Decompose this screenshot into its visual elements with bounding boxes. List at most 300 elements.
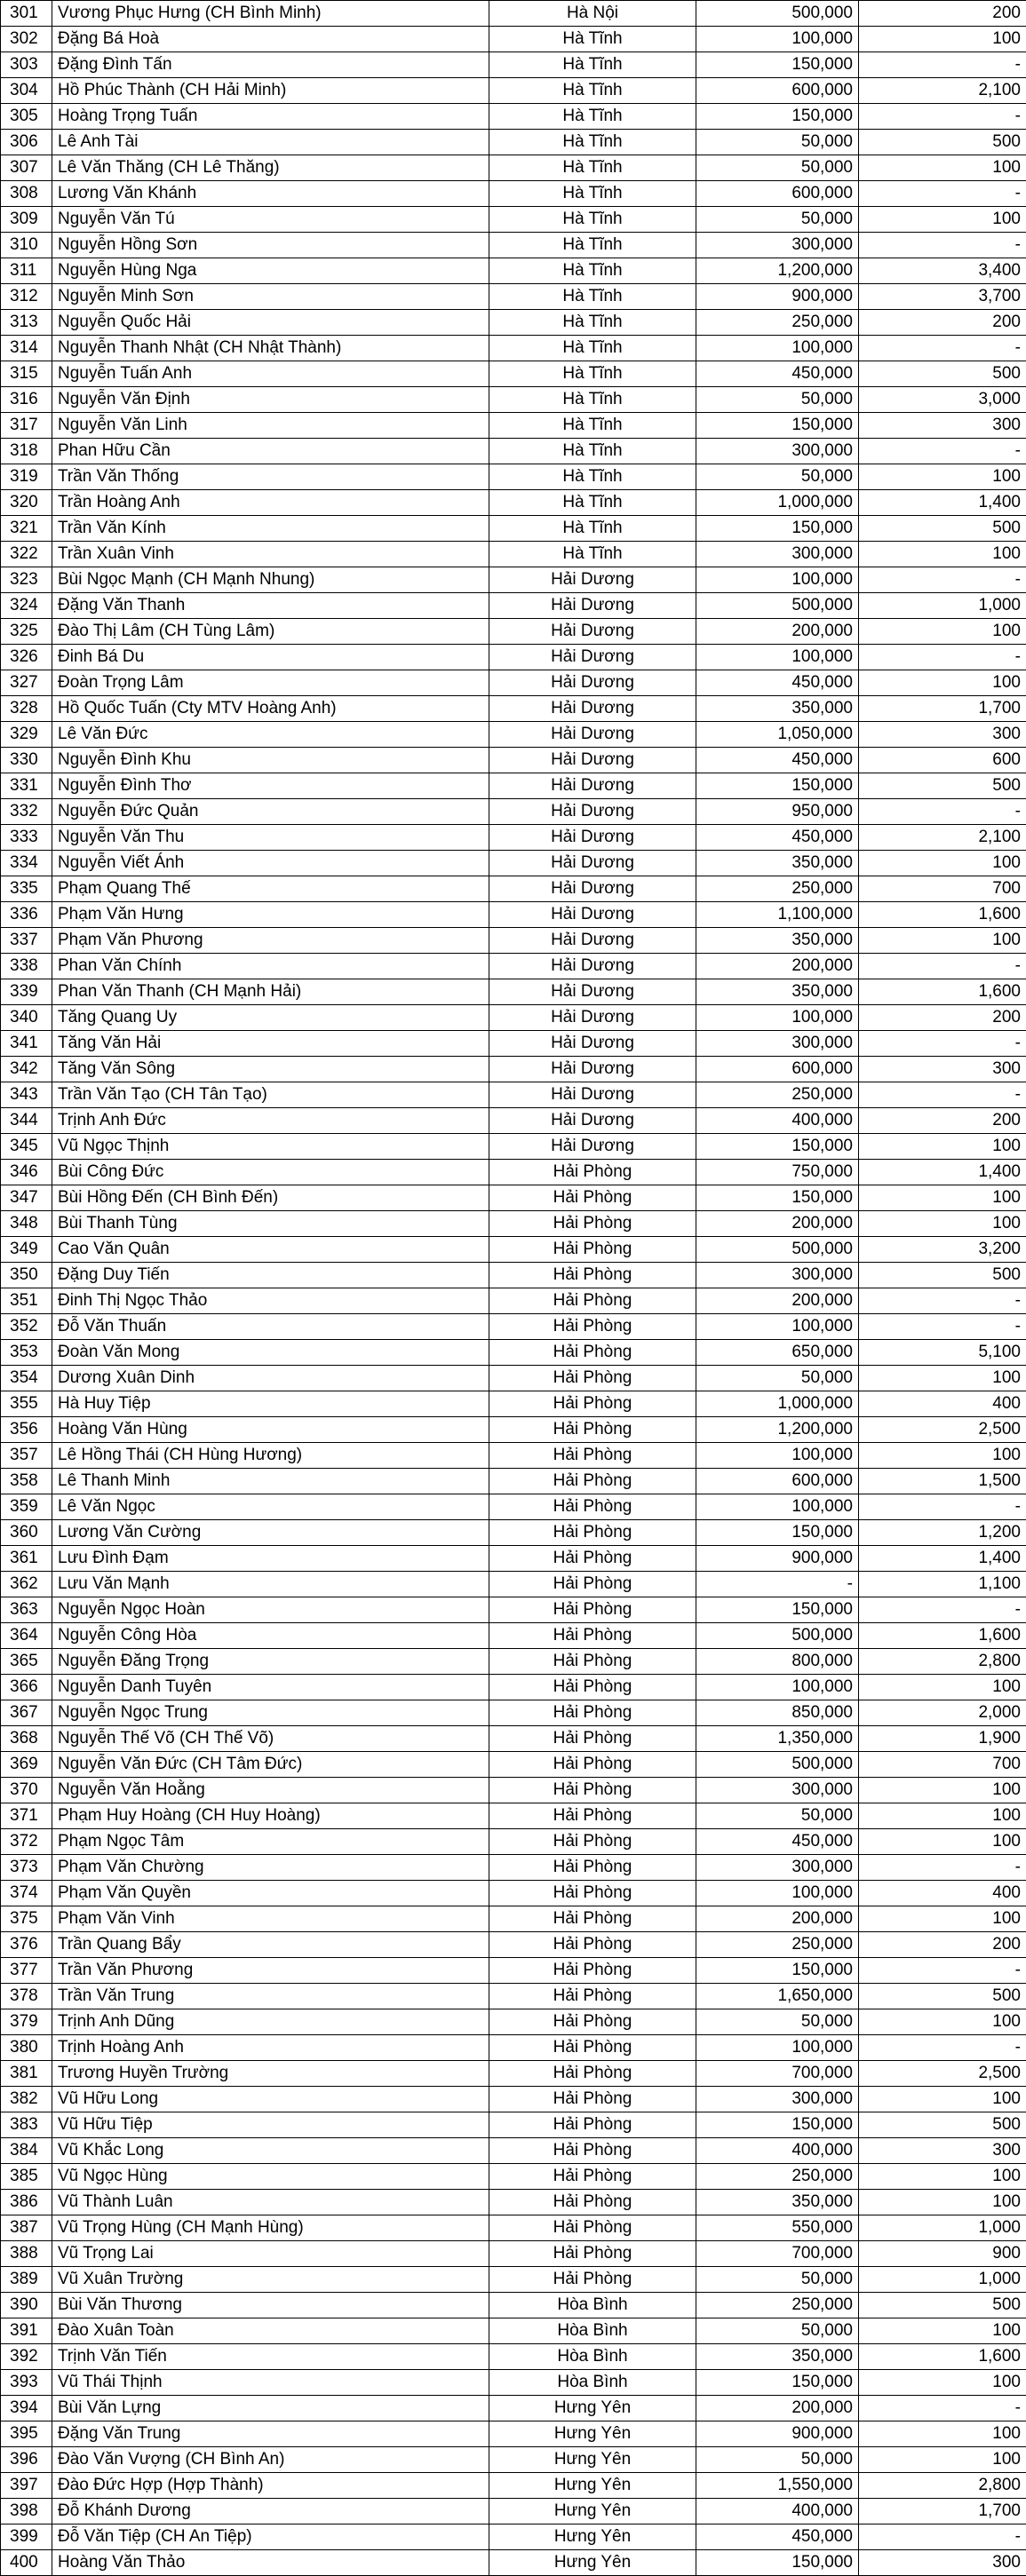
table-row xyxy=(1,2009,1026,2035)
name-cell: Trần Văn Tạo (CH Tân Tạo) xyxy=(52,1082,489,1108)
amount-cell: 50,000 xyxy=(696,1803,859,1829)
quantity-cell: 1,600 xyxy=(859,902,1026,928)
row-number-cell: 321 xyxy=(1,516,52,542)
province-cell: Hải Dương xyxy=(489,748,696,773)
province-cell: Hải Phòng xyxy=(489,1391,696,1417)
amount-cell: 700,000 xyxy=(696,2241,859,2267)
table-row xyxy=(1,181,1026,207)
table-row xyxy=(1,1314,1026,1340)
name-cell: Vũ Hữu Tiệp xyxy=(52,2112,489,2138)
name-cell: Vũ Ngọc Hùng xyxy=(52,2164,489,2190)
amount-cell: 100,000 xyxy=(696,1881,859,1906)
name-cell: Nguyễn Viết Ánh xyxy=(52,851,489,876)
name-cell: Trần Văn Phương xyxy=(52,1958,489,1984)
province-cell: Hưng Yên xyxy=(489,2499,696,2524)
amount-cell: 300,000 xyxy=(696,1855,859,1881)
quantity-cell: - xyxy=(859,799,1026,825)
province-cell: Hải Phòng xyxy=(489,1675,696,1700)
row-number-cell: 390 xyxy=(1,2293,52,2318)
name-cell: Lê Văn Thăng (CH Lê Thăng) xyxy=(52,155,489,181)
name-cell: Bùi Văn Lựng xyxy=(52,2396,489,2421)
province-cell: Hải Phòng xyxy=(489,1494,696,1520)
quantity-cell: 500 xyxy=(859,130,1026,155)
amount-cell: 300,000 xyxy=(696,2087,859,2112)
province-cell: Hải Phòng xyxy=(489,2112,696,2138)
amount-cell: 50,000 xyxy=(696,2447,859,2473)
province-cell: Hải Dương xyxy=(489,1057,696,1082)
amount-cell: 200,000 xyxy=(696,1288,859,1314)
province-cell: Hải Phòng xyxy=(489,1211,696,1237)
amount-cell: 750,000 xyxy=(696,1160,859,1185)
province-cell: Hải Phòng xyxy=(489,1160,696,1185)
row-number-cell: 323 xyxy=(1,567,52,593)
row-number-cell: 399 xyxy=(1,2524,52,2550)
table-row xyxy=(1,1597,1026,1623)
name-cell: Vũ Ngọc Thịnh xyxy=(52,1134,489,1160)
row-number-cell: 313 xyxy=(1,310,52,336)
amount-cell: 800,000 xyxy=(696,1649,859,1675)
amount-cell: 350,000 xyxy=(696,2344,859,2370)
name-cell: Lê Văn Ngọc xyxy=(52,1494,489,1520)
table-row xyxy=(1,1160,1026,1185)
amount-cell: 150,000 xyxy=(696,2370,859,2396)
name-cell: Phan Hữu Cần xyxy=(52,439,489,464)
quantity-cell: 100 xyxy=(859,1443,1026,1469)
amount-cell: 550,000 xyxy=(696,2215,859,2241)
province-cell: Hải Dương xyxy=(489,670,696,696)
province-cell: Hải Phòng xyxy=(489,2215,696,2241)
quantity-cell: 500 xyxy=(859,2293,1026,2318)
row-number-cell: 334 xyxy=(1,851,52,876)
amount-cell: 450,000 xyxy=(696,1829,859,1855)
quantity-cell: 100 xyxy=(859,2421,1026,2447)
name-cell: Đào Xuân Toàn xyxy=(52,2318,489,2344)
quantity-cell: 300 xyxy=(859,1057,1026,1082)
quantity-cell: 3,400 xyxy=(859,258,1026,284)
quantity-cell: 1,600 xyxy=(859,2344,1026,2370)
row-number-cell: 375 xyxy=(1,1906,52,1932)
amount-cell: 100,000 xyxy=(696,567,859,593)
amount-cell: 100,000 xyxy=(696,1443,859,1469)
quantity-cell: 400 xyxy=(859,1881,1026,1906)
name-cell: Trần Quang Bẩy xyxy=(52,1932,489,1958)
table-row xyxy=(1,207,1026,233)
amount-cell: 950,000 xyxy=(696,799,859,825)
amount-cell: 600,000 xyxy=(696,78,859,104)
row-number-cell: 302 xyxy=(1,27,52,52)
row-number-cell: 343 xyxy=(1,1082,52,1108)
province-cell: Hà Tĩnh xyxy=(489,78,696,104)
quantity-cell: 100 xyxy=(859,1778,1026,1803)
table-row xyxy=(1,516,1026,542)
name-cell: Trịnh Hoàng Anh xyxy=(52,2035,489,2061)
row-number-cell: 365 xyxy=(1,1649,52,1675)
row-number-cell: 339 xyxy=(1,979,52,1005)
name-cell: Hoàng Văn Thảo xyxy=(52,2550,489,2576)
table-row xyxy=(1,258,1026,284)
province-cell: Hà Tĩnh xyxy=(489,207,696,233)
province-cell: Hải Phòng xyxy=(489,1597,696,1623)
quantity-cell: 3,000 xyxy=(859,387,1026,413)
quantity-cell: 1,400 xyxy=(859,1546,1026,1572)
name-cell: Trịnh Anh Dũng xyxy=(52,2009,489,2035)
province-cell: Hải Dương xyxy=(489,645,696,670)
table-row xyxy=(1,1031,1026,1057)
table-row xyxy=(1,387,1026,413)
row-number-cell: 319 xyxy=(1,464,52,490)
quantity-cell: - xyxy=(859,645,1026,670)
quantity-cell: 100 xyxy=(859,851,1026,876)
name-cell: Hoàng Trọng Tuấn xyxy=(52,104,489,130)
amount-cell: 700,000 xyxy=(696,2061,859,2087)
row-number-cell: 320 xyxy=(1,490,52,516)
name-cell: Đặng Văn Thanh xyxy=(52,593,489,619)
table-row xyxy=(1,696,1026,722)
row-number-cell: 360 xyxy=(1,1520,52,1546)
row-number-cell: 373 xyxy=(1,1855,52,1881)
amount-cell: 450,000 xyxy=(696,2524,859,2550)
province-cell: Hà Nội xyxy=(489,1,696,27)
province-cell: Hà Tĩnh xyxy=(489,439,696,464)
amount-cell: 200,000 xyxy=(696,619,859,645)
quantity-cell: 200 xyxy=(859,1932,1026,1958)
quantity-cell: 2,500 xyxy=(859,2061,1026,2087)
row-number-cell: 356 xyxy=(1,1417,52,1443)
row-number-cell: 386 xyxy=(1,2190,52,2215)
name-cell: Đào Đức Hợp (Hợp Thành) xyxy=(52,2473,489,2499)
table-row xyxy=(1,233,1026,258)
name-cell: Vũ Hữu Long xyxy=(52,2087,489,2112)
province-cell: Hải Dương xyxy=(489,593,696,619)
name-cell: Vũ Trọng Lai xyxy=(52,2241,489,2267)
quantity-cell: 100 xyxy=(859,2370,1026,2396)
table-row xyxy=(1,722,1026,748)
table-row xyxy=(1,336,1026,361)
row-number-cell: 370 xyxy=(1,1778,52,1803)
province-cell: Hải Phòng xyxy=(489,1469,696,1494)
province-cell: Hải Phòng xyxy=(489,2035,696,2061)
name-cell: Trần Văn Kính xyxy=(52,516,489,542)
row-number-cell: 352 xyxy=(1,1314,52,1340)
quantity-cell: 100 xyxy=(859,1906,1026,1932)
quantity-cell: 500 xyxy=(859,361,1026,387)
name-cell: Trương Huyền Trường xyxy=(52,2061,489,2087)
quantity-cell: 1,900 xyxy=(859,1726,1026,1752)
table-row xyxy=(1,2421,1026,2447)
table-row xyxy=(1,1649,1026,1675)
name-cell: Phạm Quang Thế xyxy=(52,876,489,902)
quantity-cell: 100 xyxy=(859,1134,1026,1160)
name-cell: Hồ Phúc Thành (CH Hải Minh) xyxy=(52,78,489,104)
table-row xyxy=(1,1288,1026,1314)
amount-cell: 250,000 xyxy=(696,1932,859,1958)
amount-cell: 500,000 xyxy=(696,593,859,619)
amount-cell: 50,000 xyxy=(696,2318,859,2344)
row-number-cell: 387 xyxy=(1,2215,52,2241)
name-cell: Nguyễn Văn Định xyxy=(52,387,489,413)
amount-cell: 1,650,000 xyxy=(696,1984,859,2009)
name-cell: Đặng Duy Tiến xyxy=(52,1263,489,1288)
name-cell: Nguyễn Thanh Nhật (CH Nhật Thành) xyxy=(52,336,489,361)
quantity-cell: 200 xyxy=(859,310,1026,336)
province-cell: Hải Phòng xyxy=(489,2267,696,2293)
quantity-cell: 5,100 xyxy=(859,1340,1026,1366)
name-cell: Đào Thị Lâm (CH Tùng Lâm) xyxy=(52,619,489,645)
row-number-cell: 397 xyxy=(1,2473,52,2499)
name-cell: Trần Văn Trung xyxy=(52,1984,489,2009)
name-cell: Phan Văn Thanh (CH Mạnh Hải) xyxy=(52,979,489,1005)
province-cell: Hải Phòng xyxy=(489,2087,696,2112)
name-cell: Nguyễn Tuấn Anh xyxy=(52,361,489,387)
row-number-cell: 308 xyxy=(1,181,52,207)
quantity-cell: 100 xyxy=(859,2087,1026,2112)
row-number-cell: 332 xyxy=(1,799,52,825)
table-row xyxy=(1,2035,1026,2061)
amount-cell: 500,000 xyxy=(696,1,859,27)
quantity-cell: 300 xyxy=(859,2138,1026,2164)
amount-cell: 900,000 xyxy=(696,1546,859,1572)
amount-cell: 500,000 xyxy=(696,1623,859,1649)
row-number-cell: 350 xyxy=(1,1263,52,1288)
quantity-cell: 600 xyxy=(859,748,1026,773)
row-number-cell: 335 xyxy=(1,876,52,902)
name-cell: Vương Phục Hưng (CH Bình Minh) xyxy=(52,1,489,27)
amount-cell: 150,000 xyxy=(696,413,859,439)
table-row xyxy=(1,1469,1026,1494)
row-number-cell: 325 xyxy=(1,619,52,645)
quantity-cell: 100 xyxy=(859,1185,1026,1211)
table-row xyxy=(1,619,1026,645)
name-cell: Đặng Văn Trung xyxy=(52,2421,489,2447)
row-number-cell: 364 xyxy=(1,1623,52,1649)
name-cell: Vũ Thái Thịnh xyxy=(52,2370,489,2396)
quantity-cell: 100 xyxy=(859,155,1026,181)
name-cell: Nguyễn Đình Thơ xyxy=(52,773,489,799)
amount-cell: 600,000 xyxy=(696,181,859,207)
amount-cell: 400,000 xyxy=(696,1108,859,1134)
amount-cell: 900,000 xyxy=(696,284,859,310)
table-row xyxy=(1,1134,1026,1160)
table-row xyxy=(1,1340,1026,1366)
quantity-cell: - xyxy=(859,1597,1026,1623)
province-cell: Hải Phòng xyxy=(489,1443,696,1469)
quantity-cell: 200 xyxy=(859,1005,1026,1031)
table-row xyxy=(1,310,1026,336)
row-number-cell: 328 xyxy=(1,696,52,722)
amount-cell: 350,000 xyxy=(696,851,859,876)
row-number-cell: 368 xyxy=(1,1726,52,1752)
name-cell: Tăng Quang Uy xyxy=(52,1005,489,1031)
name-cell: Phạm Văn Chường xyxy=(52,1855,489,1881)
province-cell: Hải Phòng xyxy=(489,1700,696,1726)
province-cell: Hưng Yên xyxy=(489,2524,696,2550)
quantity-cell: 100 xyxy=(859,1803,1026,1829)
quantity-cell: 300 xyxy=(859,722,1026,748)
amount-cell: 150,000 xyxy=(696,52,859,78)
name-cell: Nguyễn Văn Linh xyxy=(52,413,489,439)
name-cell: Phạm Văn Vinh xyxy=(52,1906,489,1932)
quantity-cell: 100 xyxy=(859,1675,1026,1700)
quantity-cell: 1,500 xyxy=(859,1469,1026,1494)
table-row xyxy=(1,2344,1026,2370)
table-row xyxy=(1,748,1026,773)
name-cell: Lê Văn Đức xyxy=(52,722,489,748)
quantity-cell: 500 xyxy=(859,516,1026,542)
amount-cell: 1,050,000 xyxy=(696,722,859,748)
row-number-cell: 314 xyxy=(1,336,52,361)
name-cell: Đoàn Văn Mong xyxy=(52,1340,489,1366)
table-row xyxy=(1,2473,1026,2499)
row-number-cell: 377 xyxy=(1,1958,52,1984)
table-row xyxy=(1,1958,1026,1984)
quantity-cell: - xyxy=(859,336,1026,361)
quantity-cell: 500 xyxy=(859,2112,1026,2138)
table-row xyxy=(1,902,1026,928)
table-row xyxy=(1,2447,1026,2473)
amount-cell: 150,000 xyxy=(696,773,859,799)
name-cell: Đỗ Văn Thuấn xyxy=(52,1314,489,1340)
name-cell: Đinh Thị Ngọc Thảo xyxy=(52,1288,489,1314)
table-row xyxy=(1,2112,1026,2138)
quantity-cell: - xyxy=(859,52,1026,78)
quantity-cell: 1,000 xyxy=(859,2215,1026,2241)
province-cell: Hải Phòng xyxy=(489,1906,696,1932)
province-cell: Hải Dương xyxy=(489,773,696,799)
amount-cell: 850,000 xyxy=(696,1700,859,1726)
quantity-cell: - xyxy=(859,1288,1026,1314)
quantity-cell: 200 xyxy=(859,1108,1026,1134)
name-cell: Lê Hồng Thái (CH Hùng Hương) xyxy=(52,1443,489,1469)
row-number-cell: 341 xyxy=(1,1031,52,1057)
quantity-cell: - xyxy=(859,1494,1026,1520)
amount-cell: 600,000 xyxy=(696,1057,859,1082)
row-number-cell: 305 xyxy=(1,104,52,130)
name-cell: Nguyễn Văn Thu xyxy=(52,825,489,851)
name-cell: Đoàn Trọng Lâm xyxy=(52,670,489,696)
row-number-cell: 351 xyxy=(1,1288,52,1314)
name-cell: Trịnh Văn Tiến xyxy=(52,2344,489,2370)
row-number-cell: 307 xyxy=(1,155,52,181)
quantity-cell: 1,700 xyxy=(859,696,1026,722)
name-cell: Đặng Đình Tấn xyxy=(52,52,489,78)
table-row xyxy=(1,1984,1026,2009)
name-cell: Trần Xuân Vinh xyxy=(52,542,489,567)
quantity-cell: - xyxy=(859,1958,1026,1984)
province-cell: Hải Dương xyxy=(489,619,696,645)
amount-cell: 50,000 xyxy=(696,155,859,181)
province-cell: Hải Dương xyxy=(489,1134,696,1160)
name-cell: Bùi Ngọc Mạnh (CH Mạnh Nhung) xyxy=(52,567,489,593)
table-row xyxy=(1,773,1026,799)
quantity-cell: 100 xyxy=(859,928,1026,954)
table-row xyxy=(1,1082,1026,1108)
table-row xyxy=(1,284,1026,310)
row-number-cell: 385 xyxy=(1,2164,52,2190)
row-number-cell: 369 xyxy=(1,1752,52,1778)
name-cell: Nguyễn Thế Võ (CH Thế Võ) xyxy=(52,1726,489,1752)
name-cell: Lưu Đình Đạm xyxy=(52,1546,489,1572)
name-cell: Lê Thanh Minh xyxy=(52,1469,489,1494)
row-number-cell: 331 xyxy=(1,773,52,799)
amount-cell: 450,000 xyxy=(696,825,859,851)
amount-cell: 450,000 xyxy=(696,748,859,773)
row-number-cell: 353 xyxy=(1,1340,52,1366)
quantity-cell: 300 xyxy=(859,413,1026,439)
table-body xyxy=(1,1,1026,2576)
quantity-cell: 300 xyxy=(859,2550,1026,2576)
amount-cell: - xyxy=(696,1572,859,1597)
table-row xyxy=(1,361,1026,387)
name-cell: Nguyễn Ngọc Hoàn xyxy=(52,1597,489,1623)
quantity-cell: 100 xyxy=(859,1829,1026,1855)
row-number-cell: 382 xyxy=(1,2087,52,2112)
row-number-cell: 333 xyxy=(1,825,52,851)
province-cell: Hải Phòng xyxy=(489,1958,696,1984)
amount-cell: 100,000 xyxy=(696,645,859,670)
name-cell: Hoàng Văn Hùng xyxy=(52,1417,489,1443)
amount-cell: 250,000 xyxy=(696,2164,859,2190)
table-row xyxy=(1,1185,1026,1211)
amount-cell: 200,000 xyxy=(696,954,859,979)
quantity-cell: 2,100 xyxy=(859,78,1026,104)
quantity-cell: - xyxy=(859,233,1026,258)
province-cell: Hải Phòng xyxy=(489,1417,696,1443)
quantity-cell: 3,700 xyxy=(859,284,1026,310)
table-row xyxy=(1,1391,1026,1417)
amount-cell: 300,000 xyxy=(696,542,859,567)
province-cell: Hải Phòng xyxy=(489,1752,696,1778)
quantity-cell: - xyxy=(859,567,1026,593)
row-number-cell: 338 xyxy=(1,954,52,979)
amount-cell: 50,000 xyxy=(696,2267,859,2293)
row-number-cell: 367 xyxy=(1,1700,52,1726)
quantity-cell: 700 xyxy=(859,876,1026,902)
name-cell: Nguyễn Danh Tuyên xyxy=(52,1675,489,1700)
table-row xyxy=(1,593,1026,619)
province-cell: Hải Phòng xyxy=(489,1185,696,1211)
quantity-cell: - xyxy=(859,2035,1026,2061)
row-number-cell: 389 xyxy=(1,2267,52,2293)
table-row xyxy=(1,1752,1026,1778)
quantity-cell: - xyxy=(859,439,1026,464)
amount-cell: 350,000 xyxy=(696,928,859,954)
name-cell: Nguyễn Văn Hoằng xyxy=(52,1778,489,1803)
amount-cell: 450,000 xyxy=(696,361,859,387)
amount-cell: 100,000 xyxy=(696,1005,859,1031)
name-cell: Trịnh Anh Đức xyxy=(52,1108,489,1134)
row-number-cell: 349 xyxy=(1,1237,52,1263)
quantity-cell: 900 xyxy=(859,2241,1026,2267)
row-number-cell: 348 xyxy=(1,1211,52,1237)
table-row xyxy=(1,1778,1026,1803)
quantity-cell: 700 xyxy=(859,1752,1026,1778)
name-cell: Bùi Hồng Đến (CH Bình Đến) xyxy=(52,1185,489,1211)
name-cell: Tăng Văn Sông xyxy=(52,1057,489,1082)
province-cell: Hòa Bình xyxy=(489,2293,696,2318)
table-row xyxy=(1,2164,1026,2190)
table-row xyxy=(1,2524,1026,2550)
amount-cell: 200,000 xyxy=(696,2396,859,2421)
table-row xyxy=(1,1443,1026,1469)
table-row xyxy=(1,2241,1026,2267)
table-row xyxy=(1,1263,1026,1288)
quantity-cell: 2,800 xyxy=(859,1649,1026,1675)
row-number-cell: 304 xyxy=(1,78,52,104)
row-number-cell: 392 xyxy=(1,2344,52,2370)
quantity-cell: - xyxy=(859,2524,1026,2550)
row-number-cell: 324 xyxy=(1,593,52,619)
name-cell: Bùi Văn Thương xyxy=(52,2293,489,2318)
